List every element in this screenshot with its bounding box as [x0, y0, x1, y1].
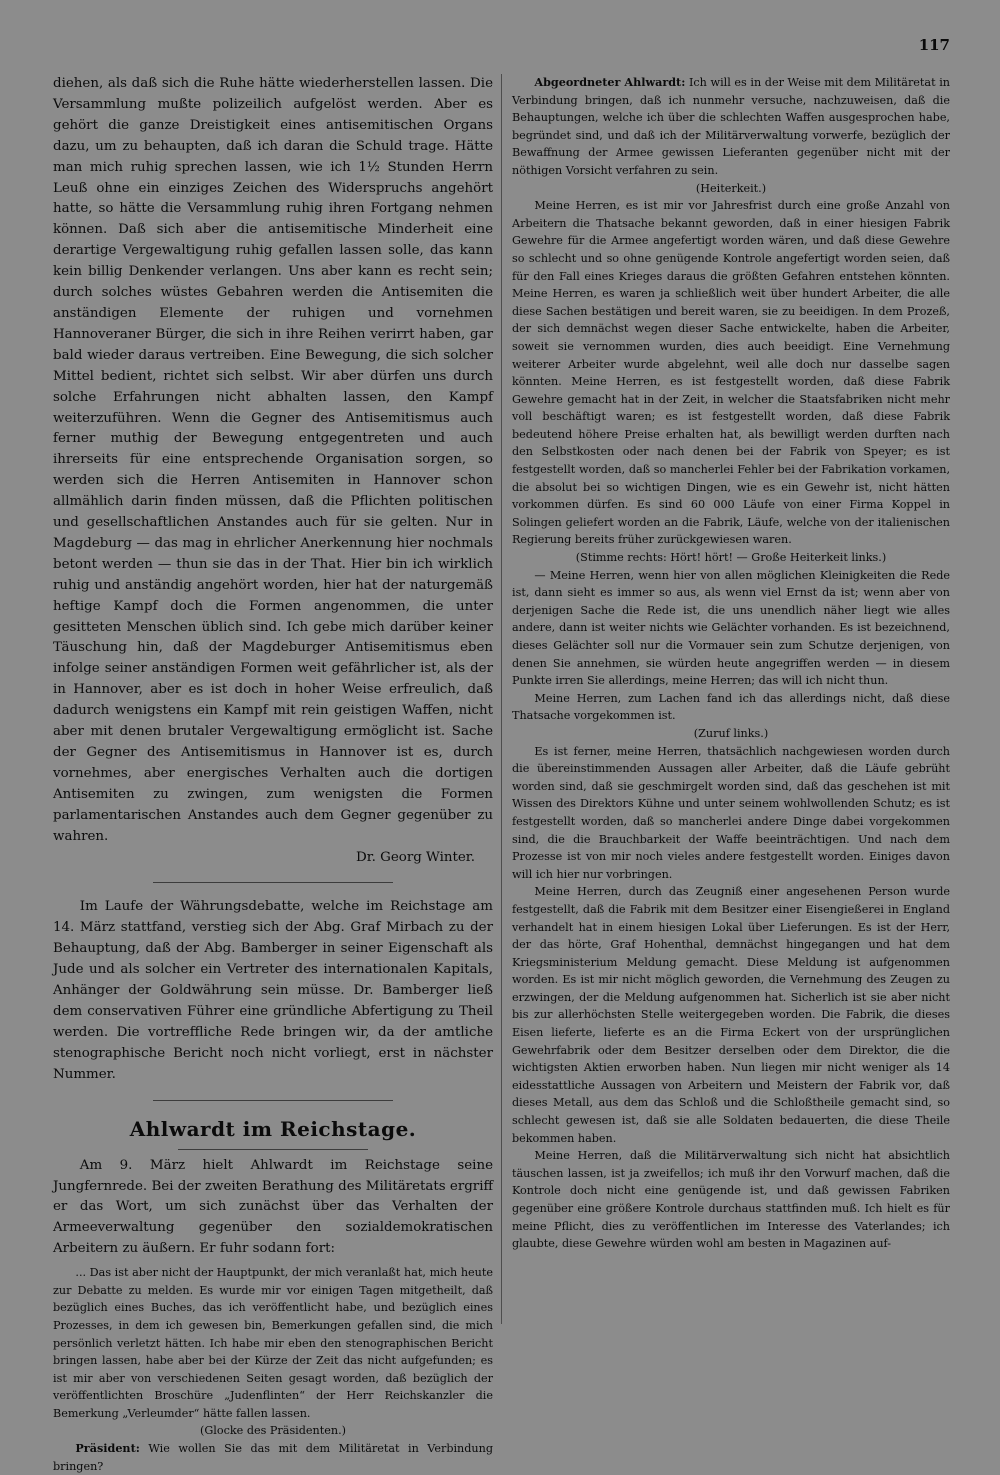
speech-paragraph: Es ist ferner, meine Herren, thatsächlich nachgewiesen worden durch die übereinstimmenden Aussagen aller Arbeiter, daß die Läufe gebrüht worden sind, daß sie geschmirgelt worden sind, daß das geschehen ist mit Wissen des Direktors Kühne und unter seinem wohlwollenden Schutz; es ist festgestellt worden, daß so mancherlei andere Dinge dabei vorgekommen sind, die die Brauchbarkeit der Waffe beeinträchtigen. Und nach dem Prozesse ist von mir noch vieles andere festgestellt worden. Einiges davon will ich hier nur vorbringen.	[512, 744, 950, 881]
president-label: Präsident:	[75, 1441, 140, 1456]
section-divider	[153, 1100, 393, 1101]
heading-underline	[178, 1149, 368, 1150]
stage-remark: (Zuruf links.)	[693, 726, 769, 740]
page-number: 117	[918, 36, 950, 54]
column-divider	[501, 74, 502, 1324]
section-divider	[153, 882, 393, 883]
speech-text: Ich will es in der Weise mit dem Militäretat in Verbindung bringen, daß ich nunmehr versuche, nachzuweisen, daß die Behauptungen, welche ich über die schlechten Waffen ausgesprochen habe, begründet sind, und daß ich der Militärverwaltung vorwerfe, bezüglich der Bewaffnung der Armee gewissen Lieferanten gegenüber nicht mit der nöthigen Vorsicht verfahren zu sein.	[512, 76, 950, 177]
speech-paragraph: Meine Herren, durch das Zeugniß einer angesehenen Person wurde festgestellt, daß die Fabrik mit dem Besitzer einer Eisengießerei in England verhandelt hat in einem hiesigen Lokal über Lieferungen. Es ist der Herr, der das hörte, Graf Hohenthal, demnächst hingegangen und hat dem Kriegsministerium Meldung gemacht. Diese Meldung ist aufgenommen worden. Es ist mir nicht möglich geworden, die Vernehmung des Zeugen zu erzwingen, der die Meldung aufgenommen hat. Sicherlich ist sie aber nicht bis zur allerhöchsten Stelle weitergegeben worden. Die Fabrik, die dieses Eisen lieferte, lieferte es an die Firma Eckert von der ursprünglichen Gewehrfabrik oder dem Besitzer derselben oder dem Direktor, die die wichtigsten Aktien erworben haben. Nun liegen mir nicht weniger als 14 eidesstattliche Aussagen von Arbeitern und Meistern der Fabrik vor, daß dieses Metall, aus dem das Schloß und die Schloßtheile gemacht sind, so schlecht gewesen ist, daß sie alle Soldaten bedauerten, die diese Theile bekommen haben.	[512, 885, 950, 1145]
speech-quote: ... Das ist aber nicht der Hauptpunkt, der mich veranlaßt hat, mich heute zur Debatte zu melden. Es wurde mir vor einigen Tagen mitgetheilt, daß bezüglich eines Buches, das ich veröffentlicht habe, und bezüglich eines Prozesses, in dem ich gewesen bin, Bemerkungen gefallen sind, die mich persönlich verletzt hätten. Ich habe mir eben den stenographischen Bericht bringen lassen, habe aber bei der Kürze der Zeit das nicht aufgefunden; es ist mir aber von verschiedenen Seiten gesagt worden, daß bezüglich der veröffentlichten Broschüre „Judenflinten“ der Herr Reichskanzler die Bemerkung „Verleumder“ hätte fallen lassen.	[53, 1266, 493, 1420]
stage-remark: (Glocke des Präsidenten.)	[199, 1424, 346, 1438]
president-text: Wie wollen Sie das mit dem Militäretat in Verbindung bringen?	[53, 1442, 493, 1473]
speech-paragraph: Meine Herren, es ist mir vor Jahresfrist durch eine große Anzahl von Arbeitern die Thatsache bekannt geworden, daß in einer hiesigen Fabrik Gewehre für die Armee angefertigt worden wären, und daß diese Gewehre so schlecht und so ohne genügende Kontrole angefertigt worden seien, daß für den Fall eines Krieges daraus die größten Gefahren entstehen könnten. Meine Herren, es waren ja schließlich weit über hundert Arbeiter, die alle diese Sachen bestätigen und bereit waren, sie zu beeidigen. In dem Prozeß, der sich demnächst wegen dieser Sache entwickelte, haben die Arbeiter, soweit sie vernommen wurden, dies auch beeidigt. Eine Vernehmung weiterer Arbeiter wurde abgelehnt, weil alle doch nur dasselbe sagen könnten. Meine Herren, es ist festgestellt worden, daß diese Fabrik Gewehre gemacht hat in der Zeit, in welcher die Staatsfabriken nicht mehr voll beschäftigt waren; es ist festgestellt worden, daß diese Fabrik bedeutend höhere Preise erhalten hat, als bewilligt werden durften nach den Selbstkosten oder nach denen bei der Fabrik von Speyer; es ist festgestellt worden, daß so mancherlei Fehler bei der Fabrikation vorkamen, die absolut bei so wichtigen Dingen, wie es ein Gewehr ist, nicht hätten vorkommen dürfen. Es sind 60 000 Läufe von einer Firma Koppel in Solingen geliefert worden an die Fabrik, Läufe, welche von der italienischen Regierung bereits früher zurückgewiesen waren.	[512, 199, 950, 547]
left-column	[53, 74, 493, 1475]
intro-paragraph: Am 9. März hielt Ahlwardt im Reichstage seine Jungfernrede. Bei der zweiten Berathung des Militäretats ergriff er das Wort, um sich zunächst über das Verhalten der Armeeverwaltung gegenüber den sozialdemokratischen Arbeitern zu äußern. Er fuhr sodann fort:	[53, 1157, 493, 1257]
stage-remark: (Stimme rechts: Hört! hört! — Große Heiterkeit links.)	[575, 551, 887, 565]
speech-paragraph	[512, 74, 950, 180]
news-paragraph: Im Laufe der Währungsdebatte, welche im Reichstage am 14. März stattfand, verstieg sich der Abg. Graf Mirbach zu der Behauptung, daß der Abg. Bamberger in seiner Eigenschaft als Jude und als solcher ein Vertreter des internationalen Kapitals, Anhänger der Goldwährung sein müsse. Dr. Bamberger ließ dem conservativen Führer eine gründliche Abfertigung zu Theil werden. Die vortreffliche Rede bringen wir, da der amtliche stenographische Bericht noch nicht vorliegt, erst in nächster Nummer.	[53, 899, 493, 1082]
speech-paragraph: — Meine Herren, wenn hier von allen möglichen Kleinigkeiten die Rede ist, dann sieht es immer so aus, als wenn viel Ernst da ist; wenn aber von derjenigen Sache die Rede ist, die uns unendlich näher liegt wie alles andere, dann ist weiter nichts wie Gelächter vorhanden. Es ist bezeichnend, dieses Gelächter soll nur die Vormauer sein zum Schutze derjenigen, von denen Sie annehmen, sie würden heute angegriffen werden — in diesem Punkte irren Sie allerdings, meine Herren; das will ich nicht thun.	[512, 568, 950, 688]
article-paragraph: diehen, als daß sich die Ruhe hätte wiederherstellen lassen. Die Versammlung mußte polizeilich aufgelöst werden. Aber es gehört die ganze Dreistigkeit eines antisemitischen Organs dazu, um zu behaupten, daß ich daran die Schuld trage. Hätte man mich ruhig sprechen lassen, wie ich 1½ Stunden Herrn Leuß ohne ein einziges Zeichen des Widerspruchs angehört hatte, so hätte die Versammlung ruhig ihren Fortgang nehmen können. Daß sich aber die antisemitische Minderheit eine derartige Vergewaltigung ruhig gefallen lassen solle, das kann kein billig Denkender verlangen. Uns aber kann es recht sein; durch solches wüstes Gebahren werden die Antisemiten die anständigen Elemente der ruhigen und vornehmen Hannoveraner Bürger, die sich in ihre Reihen verirrt haben, gar bald wieder daraus vertreiben. Eine Bewegung, die sich solcher Mittel bedient, richtet sich selbst. Wir aber dürfen uns durch solche Erfahrungen nicht abhalten lassen, den Kampf weiterzuführen. Wenn die Gegner des Antisemitismus auch ferner muthig der Bewegung entgegentreten und auch ihrerseits für eine entsprechende Organisation sorgen, so werden sich die Herren Antisemiten in Hannover schon allmählich darin finden müssen, daß die Pflichten politischen und gesellschaftlichen Anstandes auch für sie gelten. Nur in Magdeburg — das mag in ehrlicher Anerkennung hier nochmals betont werden — thun sie das in der That. Hier bin ich wirklich ruhig und anständig angehört worden, hier hat der naturgemäß heftige Kampf doch die Formen angenommen, die unter gesitteten Menschen üblich sind. Ich gebe mich darüber keiner Täuschung hin, daß der Magdeburger Antisemitismus eben infolge seiner anständigen Formen weit gefährlicher ist, als der in Hannover, aber es ist doch in hoher Weise erfreulich, daß dadurch wenigstens ein Kampf mit rein geistigen Waffen, nicht aber mit denen brutaler Vergewaltigung ermöglicht ist. Sache der Gegner des Antisemitismus in Hannover ist es, durch vornehmes, aber energisches Verhalten auch die dortigen Antisemiten zu zwingen, zum wenigsten die Formen parlamentarischen Anstandes auch dem Gegner gegenüber zu wahren.	[53, 76, 493, 844]
speech-paragraph: Meine Herren, zum Lachen fand ich das allerdings nicht, daß diese Thatsache vorgekommen ist.	[512, 691, 950, 723]
stage-remark: (Heiterkeit.)	[695, 181, 767, 195]
president-speech	[53, 1440, 493, 1475]
speech-paragraph: Meine Herren, daß die Militärverwaltung sich nicht hat absichtlich täuschen lassen, ist ja zweifellos; ich muß ihr den Vorwurf machen, daß die Kontrole doch nicht eine genügende ist, und daß gewissen Fabriken gegenüber eine größere Kontrole durchaus stattfinden muß. Ich hielt es für meine Pflicht, dies zu veröffentlichen im Interesse des Vaterlandes; ich glaubte, diese Gewehre würden wohl am besten in Magazinen auf-	[512, 1149, 950, 1251]
section-heading: Ahlwardt im Reichstage.	[129, 1116, 417, 1141]
speaker-label: Abgeordneter Ahlwardt:	[534, 75, 686, 89]
right-column	[512, 74, 950, 1253]
author-signature: Dr. Georg Winter.	[355, 849, 475, 865]
